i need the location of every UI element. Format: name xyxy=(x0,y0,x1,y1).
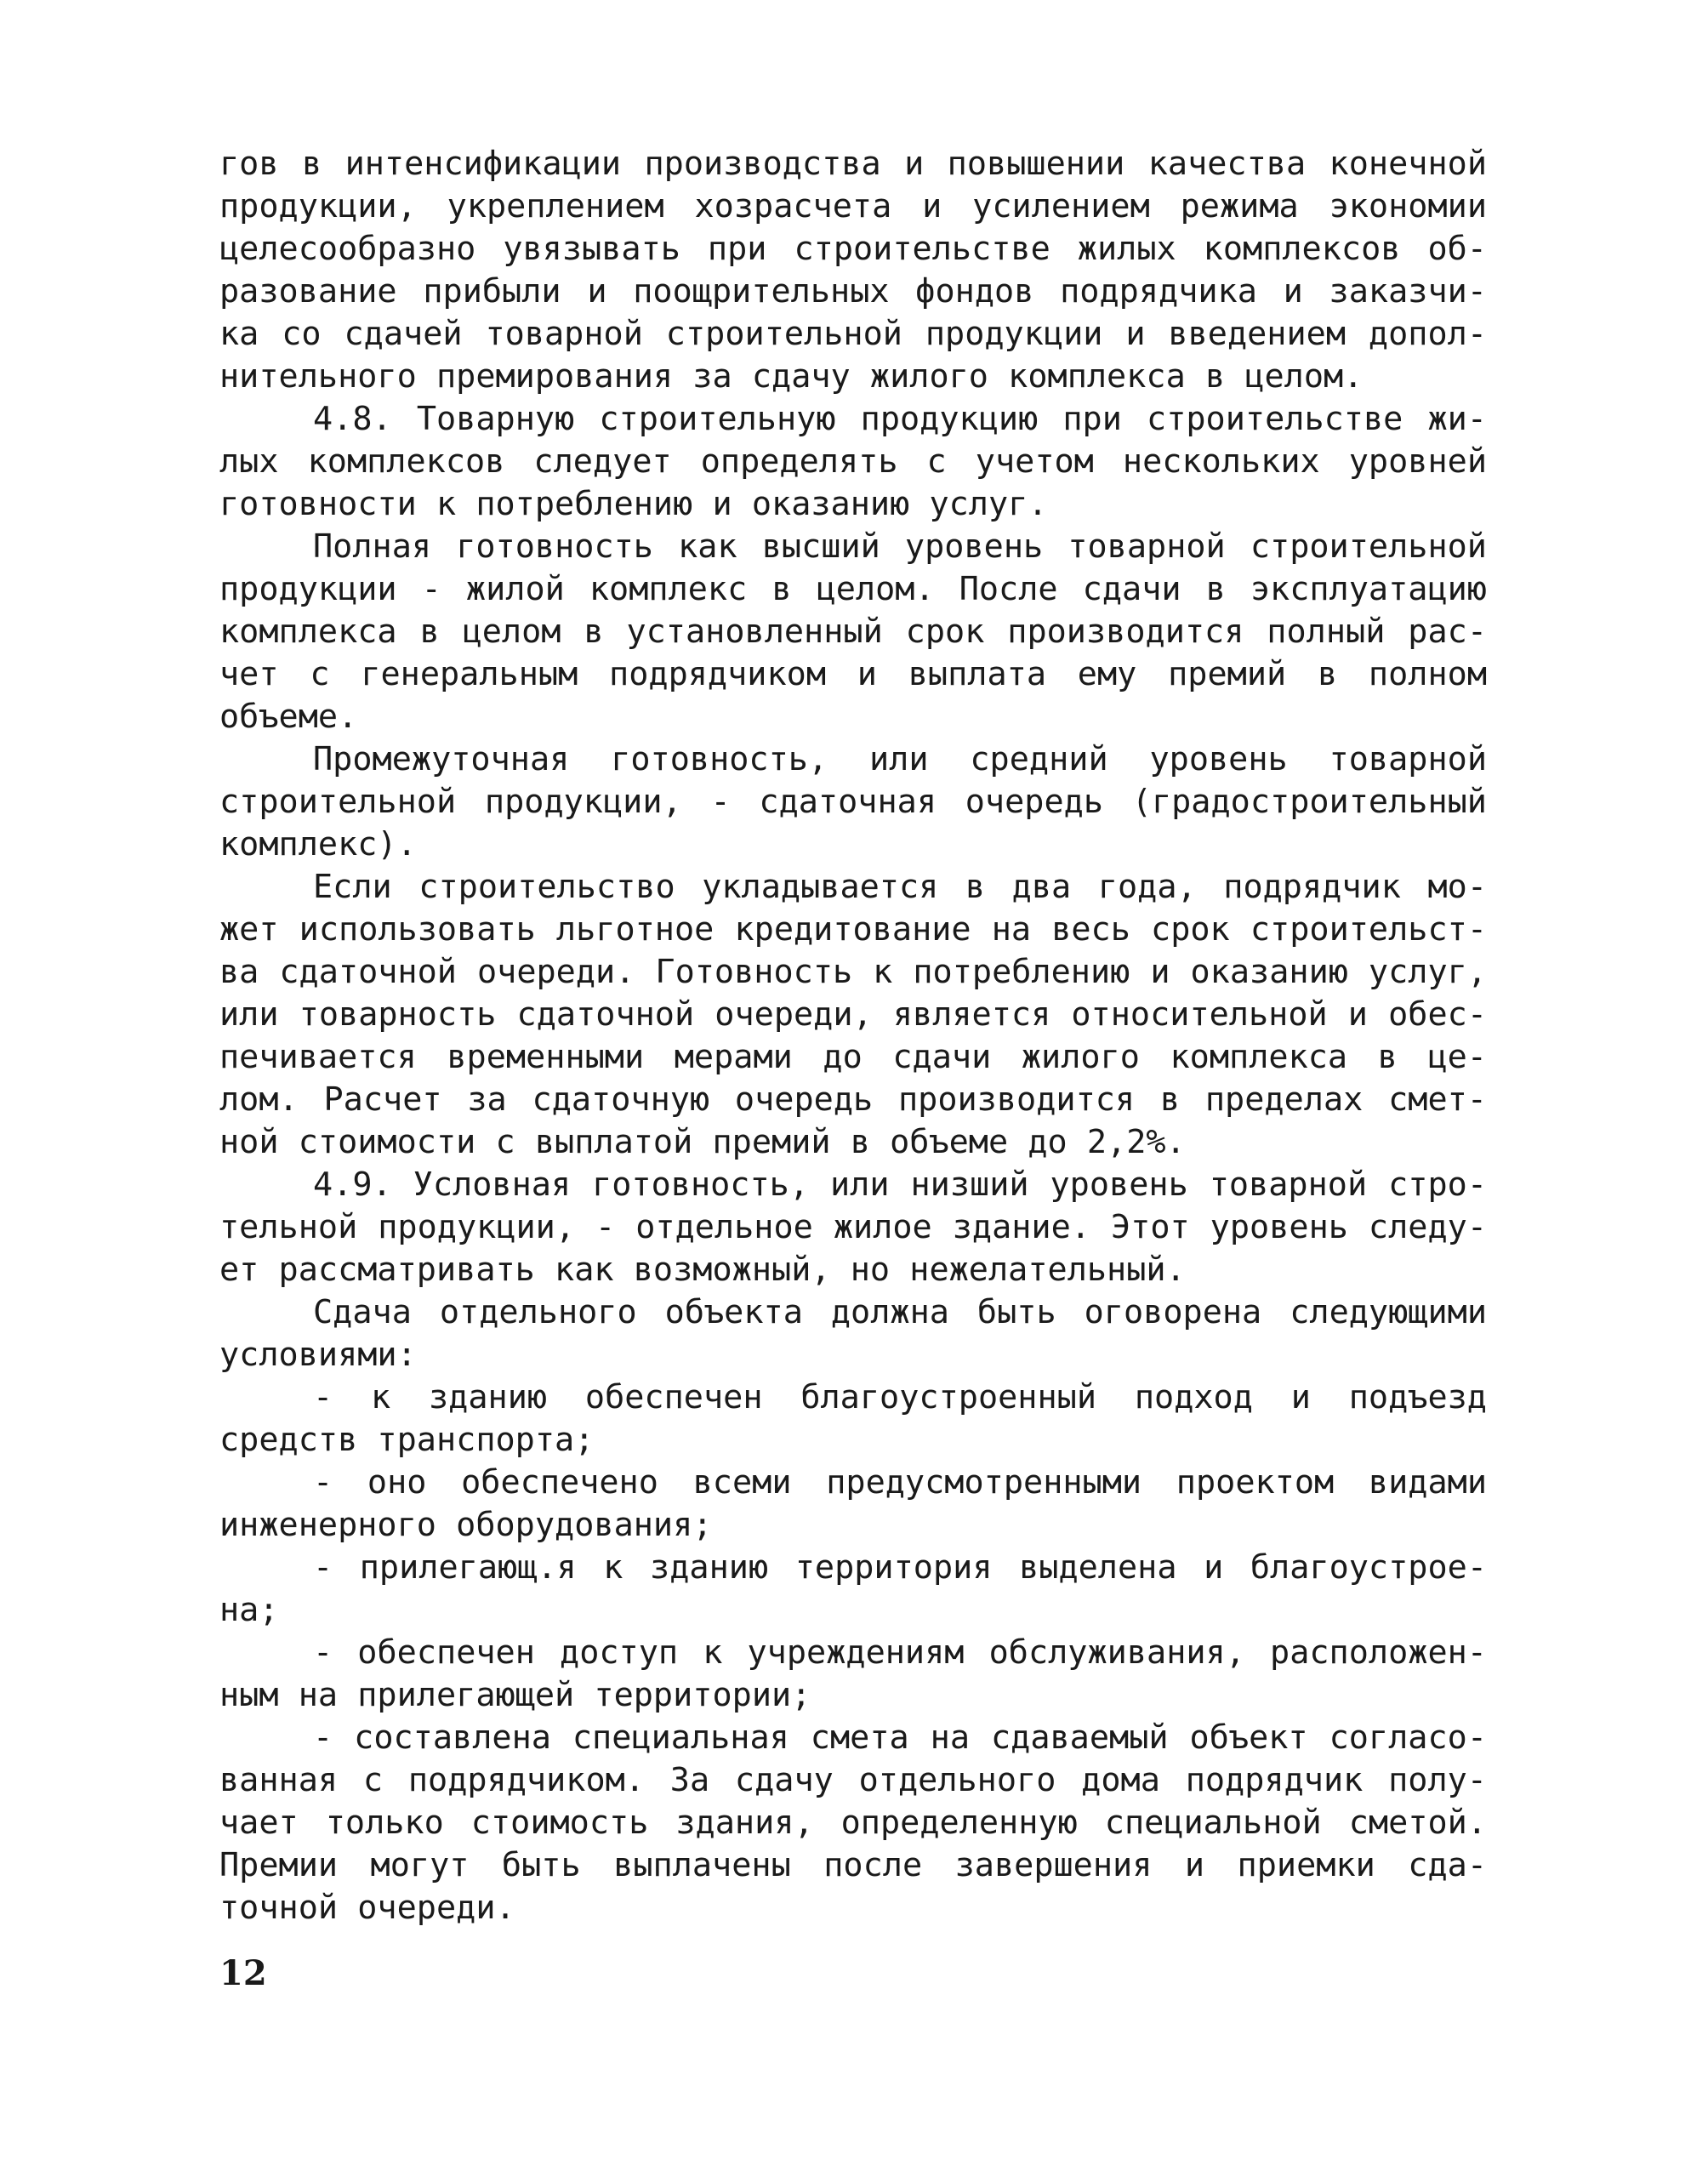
list-item-line: - к зданию обеспечен благоустроенный подход и подъезд xyxy=(313,1378,1487,1416)
text-line: ет рассматривать как возможный, но нежелательный. xyxy=(219,1251,1186,1289)
text-line: разование прибыли и поощрительных фондов подрядчика и заказчи- xyxy=(219,272,1487,311)
text-line: лых комплексов следует определять с учетом нескольких уровней xyxy=(219,442,1487,481)
paragraph-start-line: 4.9. Условная готовность, или низший уровень товарной стро- xyxy=(313,1165,1487,1204)
text-line: средств транспорта; xyxy=(219,1421,595,1459)
paragraph-start-line: Если строительство укладывается в два года, подрядчик мо- xyxy=(313,868,1487,906)
text-line: гов в интенсификации производства и повышении качества конечной xyxy=(219,145,1487,183)
text-line: ванная с подрядчиком. За сдачу отдельного дома подрядчик полу- xyxy=(219,1761,1487,1799)
list-item-line: - обеспечен доступ к учреждениям обслуживания, расположен- xyxy=(313,1633,1487,1672)
text-line: комплекс). xyxy=(219,825,417,863)
text-line: Премии могут быть выплачены после завершения и приемки сда- xyxy=(219,1846,1487,1884)
paragraph-start-line: Промежуточная готовность, или средний уровень товарной xyxy=(313,740,1487,778)
text-line: ной стоимости с выплатой премий в объеме до 2,2%. xyxy=(219,1123,1186,1161)
list-item-line: - составлена специальная смета на сдаваемый объект согласо- xyxy=(313,1718,1487,1757)
text-line: продукции, укреплением хозрасчета и усилением режима экономии xyxy=(219,187,1487,225)
list-item-line: - прилегающ.я к зданию территория выделена и благоустрое- xyxy=(313,1548,1487,1587)
list-item-line: - оно обеспечено всеми предусмотренными проектом видами xyxy=(313,1463,1487,1502)
text-line: комплекса в целом в установленный срок производится полный рас- xyxy=(219,613,1487,651)
text-line: ным на прилегающей территории; xyxy=(219,1676,811,1714)
paragraph-start-line: Полная готовность как высший уровень товарной строительной xyxy=(313,527,1487,566)
text-line: продукции - жилой комплекс в целом. После сдачи в эксплуатацию xyxy=(219,570,1487,608)
text-line: тельной продукции, - отдельное жилое здание. Этот уровень следу- xyxy=(219,1208,1487,1246)
text-line: строительной продукции, - сдаточная очередь (градостроительный xyxy=(219,783,1487,821)
text-line: лом. Расчет за сдаточную очередь производится в пределах смет- xyxy=(219,1080,1487,1119)
text-line: ка со сдачей товарной строительной продукции и введением допол- xyxy=(219,315,1487,353)
text-line: точной очереди. xyxy=(219,1889,515,1927)
text-line: печивается временными мерами до сдачи жилого комплекса в це- xyxy=(219,1038,1487,1076)
text-line: ва сдаточной очереди. Готовность к потреблению и оказанию услуг, xyxy=(219,953,1487,991)
text-line: чет с генеральным подрядчиком и выплата ему премий в полном xyxy=(219,655,1487,693)
text-line: на; xyxy=(219,1591,279,1629)
text-line: целесообразно увязывать при строительстве жилых комплексов об- xyxy=(219,230,1487,268)
paragraph-start-line: 4.8. Товарную строительную продукцию при строительстве жи- xyxy=(313,400,1487,438)
page-number: 12 xyxy=(219,1953,267,1993)
text-line: объеме. xyxy=(219,698,358,736)
paragraph-start-line: Сдача отдельного объекта должна быть оговорена следующими xyxy=(313,1293,1487,1331)
text-line: чает только стоимость здания, определенную специальной сметой. xyxy=(219,1804,1487,1842)
text-line: условиями: xyxy=(219,1336,417,1374)
text-line: нительного премирования за сдачу жилого комплекса в целом. xyxy=(219,357,1364,396)
text-line: или товарность сдаточной очереди, является относительной и обес- xyxy=(219,995,1487,1034)
text-line: жет использовать льготное кредитование на весь срок строительст- xyxy=(219,910,1487,949)
text-line: готовности к потреблению и оказанию услуг. xyxy=(219,485,1048,523)
body-text xyxy=(219,143,1487,1929)
text-line: инженерного оборудования; xyxy=(219,1506,713,1544)
